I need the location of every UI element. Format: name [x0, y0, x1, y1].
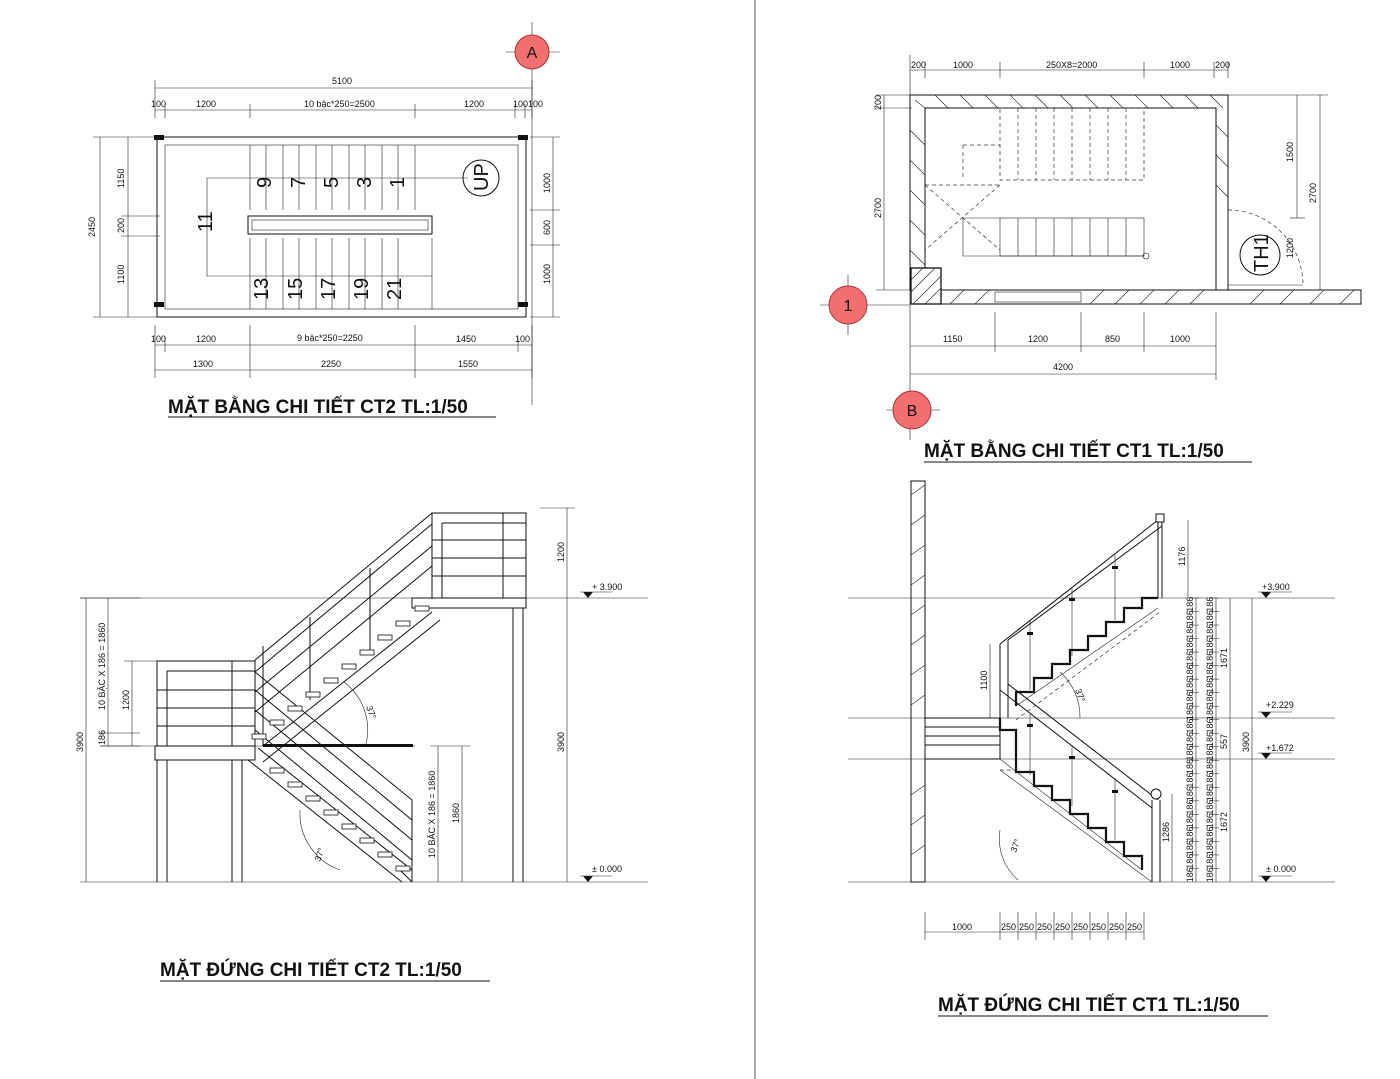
dim-top-2: 1000 [953, 60, 974, 70]
level-landing-upper: +2.229 [1266, 700, 1294, 710]
dim-upper-flight: 1671 [1219, 647, 1229, 668]
dim-left-1: 1150 [116, 168, 126, 188]
dim-top-3: 250X8=2000 [1046, 60, 1098, 70]
step-number: 15 [285, 277, 307, 300]
riser-dim: 186 [1205, 840, 1215, 856]
dim-lower-flight: 1672 [1219, 811, 1229, 832]
riser-dim: 186 [1185, 704, 1195, 720]
dim-left-total: 3900 [75, 731, 85, 752]
riser-dim: 186 [1185, 650, 1195, 666]
dim-bottom-9: 250 [1127, 922, 1143, 932]
riser-dim: 186 [1185, 677, 1195, 693]
level-zero: ± 0.000 [1266, 864, 1296, 874]
step-number: 17 [318, 277, 340, 300]
dim-mid-height: 1860 [451, 802, 461, 823]
dim-top-6: 100 [528, 99, 544, 109]
riser-dim: 186 [1185, 610, 1195, 626]
riser-dim: 186 [1185, 664, 1195, 680]
up-label: UP [471, 163, 493, 191]
riser-dim: 186 [1185, 718, 1195, 734]
dim-left-2: 2700 [873, 197, 883, 218]
dim-total: 3900 [1241, 731, 1251, 752]
step-number: 13 [251, 277, 273, 300]
riser-dim: 186 [1205, 813, 1215, 829]
dim-bottom-7: 250 [1091, 922, 1107, 932]
dim-top-3: 10 bậc*250=2500 [304, 99, 375, 109]
angle-upper: 37° [364, 704, 379, 721]
dim-left-rail: 1200 [121, 689, 131, 710]
dim-right-1: 1000 [542, 172, 552, 193]
riser-dim: 186 [1205, 772, 1215, 788]
dim-left-step: 186 [97, 729, 107, 745]
dim-bottom-total: 4200 [1053, 362, 1074, 372]
title-ct1-plan: MẶT BẰNG CHI TIẾT CT1 TL:1/50 [924, 441, 1224, 462]
dim-left-2: 200 [116, 217, 126, 233]
riser-dim: 186 [1205, 691, 1215, 707]
dim-bottom-2: 250 [1001, 922, 1017, 932]
riser-dim: 186 [1205, 786, 1215, 802]
riser-dim: 186 [1205, 677, 1215, 693]
dim-top-5: 200 [1215, 60, 1231, 70]
dim-right-1: 1500 [1285, 141, 1295, 162]
ct2-plan [87, 22, 560, 418]
grid-bubble-b-label: B [906, 403, 918, 420]
riser-dim: 186 [1205, 596, 1215, 612]
level-landing-lower: +1.672 [1266, 743, 1294, 753]
door-tag: TH1 [1251, 234, 1273, 272]
dim-right-2: 2700 [1308, 182, 1318, 203]
dim-bottom-1: 1000 [952, 922, 973, 932]
dim-bottom-3: 9 bậc*250=2250 [297, 333, 363, 343]
dim-bottom-8: 250 [1109, 922, 1125, 932]
riser-dim: 186 [1185, 759, 1195, 775]
dim-bottom-6: 250 [1073, 922, 1089, 932]
step-number: 19 [351, 277, 373, 300]
dim-top-1: 100 [151, 99, 167, 109]
step-number: 5 [321, 176, 343, 188]
riser-dim: 186 [1185, 826, 1195, 842]
ct2-elevation [75, 508, 648, 981]
dim-total-width: 5100 [332, 76, 353, 86]
step-number: 11 [195, 211, 217, 232]
riser-dim: 186 [1205, 664, 1215, 680]
title-ct2-elev: MẶT ĐỨNG CHI TIẾT CT2 TL:1/50 [160, 960, 462, 981]
riser-dim: 186 [1185, 853, 1195, 869]
riser-dim: 186 [1185, 799, 1195, 815]
step-number: 9 [254, 176, 276, 188]
dim-right-2: 600 [542, 219, 552, 235]
dim-bottom-2: 1200 [196, 334, 217, 344]
angle-lower: 37° [1008, 837, 1023, 854]
dim-right-3: 1200 [1285, 237, 1295, 258]
dim-bottom-3: 850 [1105, 334, 1121, 344]
riser-dim: 186 [1185, 813, 1195, 829]
dim-bottom-1: 1150 [943, 334, 963, 344]
riser-dim: 186 [1205, 745, 1215, 761]
riser-dim: 186 [1185, 867, 1195, 883]
riser-dim: 186 [1205, 623, 1215, 639]
riser-dim: 186 [1205, 759, 1215, 775]
dim-bottom2-3: 1550 [458, 359, 479, 369]
dim-left-total: 2450 [87, 216, 97, 237]
riser-dim: 186 [1205, 799, 1215, 815]
dim-bottom-3: 250 [1019, 922, 1035, 932]
dim-bottom-2: 1200 [1028, 334, 1049, 344]
step-number: 3 [354, 176, 376, 188]
dim-left-flight: 10 BẬC X 186 = 1860 [97, 622, 107, 710]
title-ct2-plan: MẶT BẰNG CHI TIẾT CT2 TL:1/50 [168, 397, 468, 418]
dim-top-1: 200 [911, 60, 927, 70]
dim-rail-mid: 1100 [979, 670, 989, 690]
dim-left-3: 1100 [116, 264, 126, 284]
title-ct1-elev: MẶT ĐỨNG CHI TIẾT CT1 TL:1/50 [938, 995, 1240, 1016]
riser-dim: 186 [1205, 610, 1215, 626]
riser-dim: 186 [1205, 853, 1215, 869]
dim-bottom-1: 100 [151, 334, 167, 344]
dim-rail-upper: 1176 [1177, 546, 1187, 566]
riser-dim: 186 [1185, 691, 1195, 707]
riser-dim: 186 [1185, 786, 1195, 802]
dim-bottom2-2: 2250 [321, 359, 342, 369]
dim-bottom-4: 250 [1037, 922, 1053, 932]
level-top: +3.900 [1262, 582, 1290, 592]
step-number: 7 [288, 176, 310, 188]
dim-right-total: 3900 [556, 731, 566, 752]
riser-dim: 186 [1205, 731, 1215, 747]
ct1-elevation [848, 481, 1335, 1016]
dim-landing-gap: 557 [1219, 733, 1229, 749]
riser-dim: 186 [1205, 650, 1215, 666]
riser-dim: 186 [1185, 731, 1195, 747]
riser-dim: 186 [1185, 596, 1195, 612]
dim-bottom-5: 250 [1055, 922, 1071, 932]
riser-dim: 186 [1205, 704, 1215, 720]
level-top: + 3.900 [592, 582, 623, 592]
dim-bottom-4: 1000 [1170, 334, 1191, 344]
riser-dim: 186 [1205, 867, 1215, 883]
dim-top-2: 1200 [196, 99, 217, 109]
grid-bubble-a-label: A [526, 45, 538, 62]
dim-bottom-4: 1450 [456, 334, 477, 344]
step-number: 1 [387, 176, 409, 188]
dim-bottom2-1: 1300 [193, 359, 214, 369]
grid-bubble-1-label: 1 [843, 298, 853, 315]
riser-dim: 186 [1205, 826, 1215, 842]
riser-dim: 186 [1185, 637, 1195, 653]
dim-mid-flight: 10 BẬC X 186 = 1860 [427, 770, 437, 858]
dim-top-4: 1200 [464, 99, 485, 109]
riser-dim: 186 [1185, 623, 1195, 639]
angle-upper: 37° [1073, 687, 1088, 704]
ct1-plan [820, 55, 1361, 462]
dim-top-5: 100 [513, 99, 529, 109]
dim-left-1: 200 [873, 94, 883, 110]
riser-dim: 186 [1185, 772, 1195, 788]
level-zero: ± 0.000 [592, 864, 622, 874]
step-number: 21 [384, 277, 406, 300]
dim-right-3: 1000 [542, 263, 552, 284]
dim-right-rail: 1200 [556, 541, 566, 562]
riser-dim: 186 [1205, 718, 1215, 734]
dim-rail-lower: 1286 [1161, 821, 1171, 842]
riser-dim: 186 [1185, 840, 1195, 856]
riser-dim: 186 [1185, 745, 1195, 761]
dim-top-4: 1000 [1170, 60, 1191, 70]
riser-dim: 186 [1205, 637, 1215, 653]
dim-bottom-5: 100 [515, 334, 531, 344]
angle-lower: 37° [312, 846, 327, 863]
